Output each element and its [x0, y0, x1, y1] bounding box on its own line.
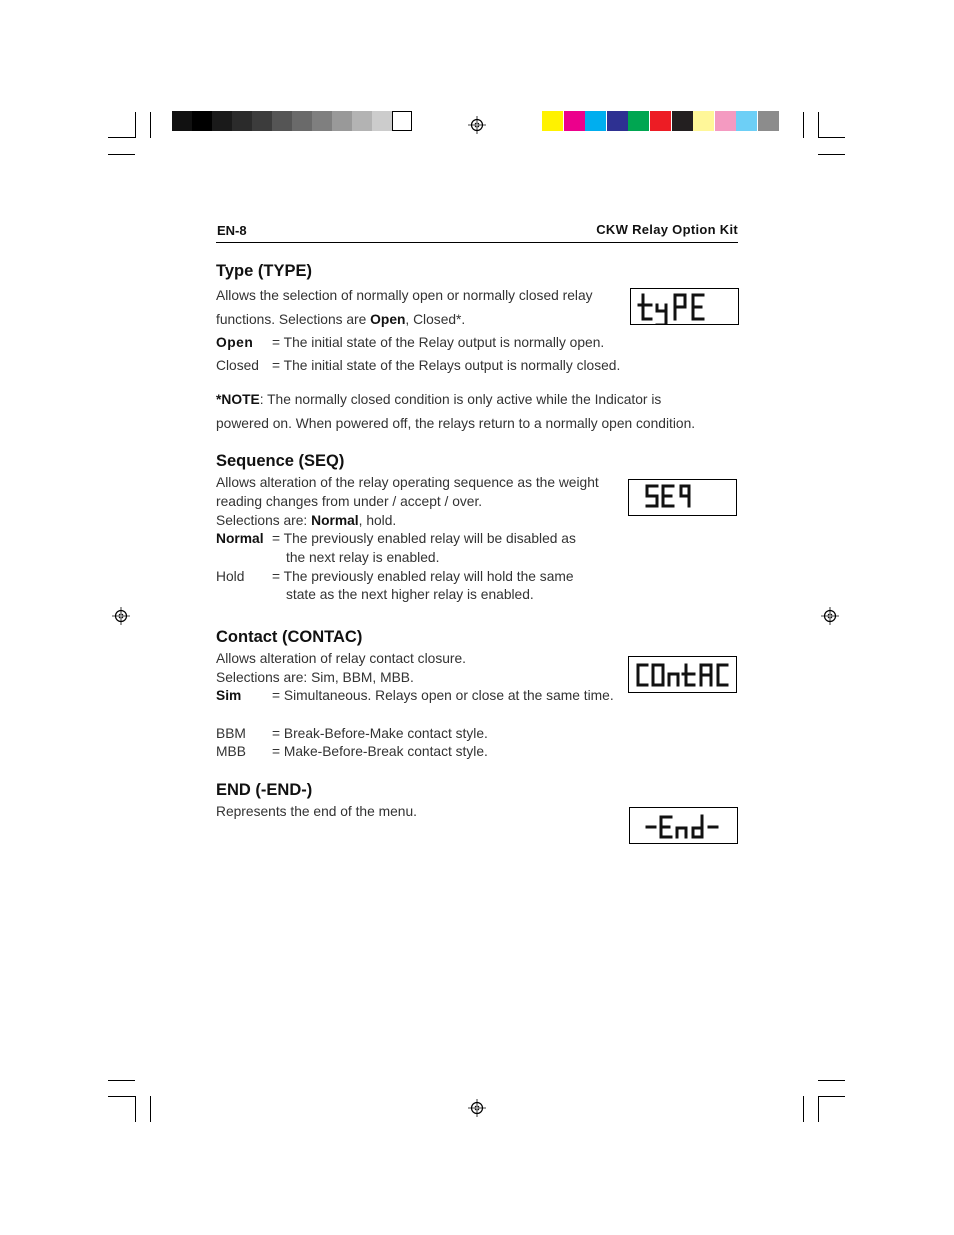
lcd-glyphs	[629, 657, 736, 692]
color-swatch	[607, 111, 628, 131]
lcd-display-end	[629, 807, 738, 844]
body-text: Represents the end of the menu.	[216, 804, 417, 819]
document-title: CKW Relay Option Kit	[596, 222, 738, 237]
color-swatch	[542, 111, 563, 131]
definition-desc: state as the next higher relay is enabled.	[286, 587, 534, 602]
definition-desc: = The previously enabled relay will hold the same	[272, 569, 574, 584]
definition-term: Closed	[216, 358, 259, 373]
definition-desc: = The initial state of the Relays output is normally closed.	[272, 358, 621, 373]
section-heading: END (-END-)	[216, 781, 313, 799]
section-heading: Contact (CONTAC)	[216, 628, 363, 646]
body-text: reading changes from under / accept / over.	[216, 494, 483, 509]
definition-term: Normal	[216, 531, 264, 546]
definition-term: Open	[216, 335, 254, 350]
body-text: Selections are: Sim, BBM, MBB.	[216, 670, 414, 685]
body-text: Selections are: Normal, hold.	[216, 513, 397, 528]
color-swatch	[628, 111, 649, 131]
color-swatch	[715, 111, 736, 131]
color-swatch	[650, 111, 671, 131]
color-swatch	[758, 111, 779, 131]
color-swatch	[672, 111, 693, 131]
definition-term: BBM	[216, 726, 246, 741]
gray-swatch	[172, 111, 192, 131]
page-number: EN-8	[217, 223, 247, 238]
lcd-glyphs	[630, 808, 737, 843]
gray-swatch	[212, 111, 232, 131]
registration-mark-icon	[821, 607, 839, 625]
body-text: functions. Selections are Open, Closed*.	[216, 312, 466, 327]
definition-term: Sim	[216, 688, 242, 703]
definition-desc: = Break-Before-Make contact style.	[272, 726, 488, 741]
lcd-glyphs	[629, 480, 736, 515]
body-text: Allows the selection of normally open or normally closed relay	[216, 288, 593, 303]
body-text: Allows alteration of relay contact closure.	[216, 651, 466, 666]
note-text: *NOTE: The normally closed condition is only active while the Indicator is	[216, 392, 662, 407]
lcd-display-type	[630, 288, 739, 325]
gray-swatch	[372, 111, 392, 131]
gray-swatch	[392, 111, 412, 131]
note-text: powered on. When powered off, the relays return to a normally open condition.	[216, 416, 696, 431]
gray-swatch	[312, 111, 332, 131]
definition-term: MBB	[216, 744, 246, 759]
color-swatch	[564, 111, 585, 131]
color-swatch	[736, 111, 757, 131]
gray-swatch	[192, 111, 212, 131]
color-swatch	[585, 111, 606, 131]
header-rule	[216, 242, 738, 243]
gray-swatch	[292, 111, 312, 131]
definition-desc: the next relay is enabled.	[286, 550, 440, 565]
body-text: Allows alteration of the relay operating sequence as the weight	[216, 475, 599, 490]
registration-mark-icon	[468, 1099, 486, 1117]
lcd-display-contact	[628, 656, 737, 693]
gray-swatch	[252, 111, 272, 131]
definition-desc: = The initial state of the Relay output is normally open.	[272, 335, 605, 350]
definition-desc: = Simultaneous. Relays open or close at the same time.	[272, 688, 614, 703]
section-heading: Sequence (SEQ)	[216, 452, 345, 470]
gray-swatch	[332, 111, 352, 131]
definition-desc: = The previously enabled relay will be disabled as	[272, 531, 576, 546]
gray-swatch	[272, 111, 292, 131]
definition-desc: = Make-Before-Break contact style.	[272, 744, 488, 759]
registration-mark-icon	[112, 607, 130, 625]
gray-swatch	[232, 111, 252, 131]
gray-swatch	[352, 111, 372, 131]
definition-term: Hold	[216, 569, 245, 584]
lcd-glyphs	[631, 289, 738, 324]
lcd-display-sequence	[628, 479, 737, 516]
registration-mark-icon	[468, 116, 486, 134]
section-heading: Type (TYPE)	[216, 262, 312, 280]
color-swatch	[693, 111, 714, 131]
